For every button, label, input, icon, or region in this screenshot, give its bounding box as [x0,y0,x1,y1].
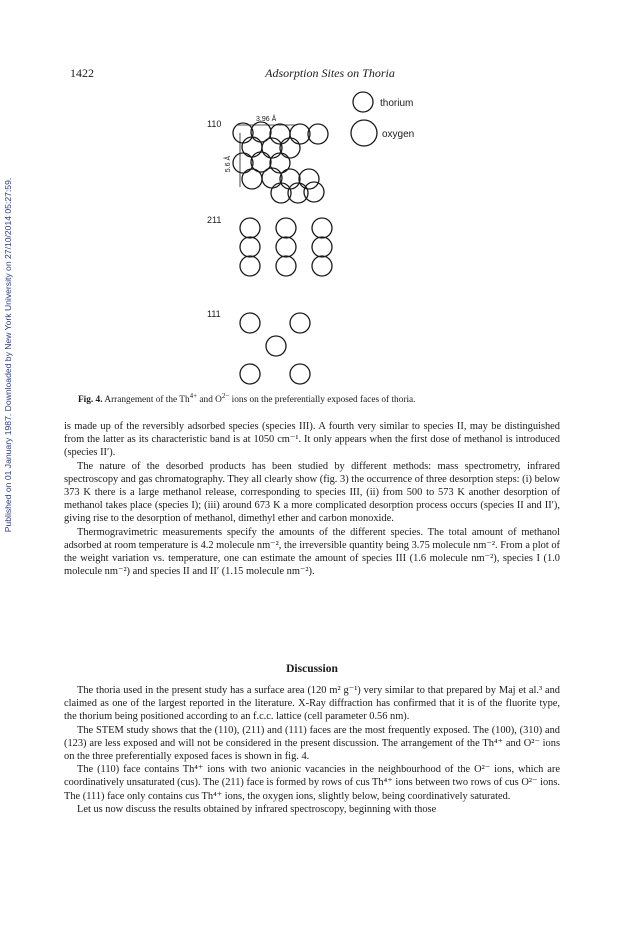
paragraph: Let us now discuss the results obtained by infrared spectroscopy, beginning with those [77,803,437,815]
running-head: Adsorption Sites on Thoria [265,66,395,80]
page-number: 1422 [70,66,94,80]
thorium-legend-icon [353,92,373,112]
lattice-diagram [60,85,580,390]
legend-thorium-label: thorium [380,98,414,109]
section-heading: Discussion [286,663,338,675]
dim-vertical-label: 5.6 Å [225,155,232,173]
caption-text-a: Arrangement of the Th [104,395,190,405]
face-211-lattice [240,218,332,276]
paragraph: The nature of the desorbed products has been studied by different methods: mass spectrometry, infrared spectroscopy and gas chromatography. They all clearly show (fig. 3) the occurrence of three desorption steps: (i) below 373 K there is a large methanol release, corresponding to species III, (ii) from 500 to 573 K another desorption of methanol takes place (species I); (iii) around 673 K a more complicated desorption process occurs (species II and II′), giving rise to the desorption of methanol, dimethyl ether and carbon monoxide. [64,460,560,525]
caption-text-c: ions on the preferentially exposed faces of thoria. [229,395,416,405]
face-label-111: 111 [207,309,221,319]
face-111-lattice [240,313,310,384]
caption-text-b: and O [197,395,222,405]
figure-caption [78,391,568,405]
caption-label: Fig. 4. [78,395,103,405]
sidebar-note-text: Published on 01 January 1987. Downloaded by New York University on 27/10/2014 05:27:59. [3,177,13,533]
body-text-upper [64,420,560,578]
paragraph: Thermogravimetric measurements specify the amounts of the different species. The total amount of methanol adsorbed at room temperature is 4.2 molecule nm⁻², the irreversible quantity being 3.75 molecule nm⁻². From a plot of the weight variation vs. temperature, one can estimate the amount of species III (1.6 molecule nm⁻²), species I (1.0 molecule nm⁻²) and species II and II′ (1.15 molecule nm⁻²). [64,526,560,578]
face-label-110: 110 [207,119,222,129]
legend-oxygen-label: oxygen [382,129,415,140]
paragraph: The STEM study shows that the (110), (211) and (111) faces are the most frequently exposed. The (100), (310) and (123) are less exposed and will not be considered in the present discussion. The arrangement of the Th⁴⁺ and O²⁻ ions on the three preferentially exposed faces is shown in fig. 4. [64,724,560,763]
figure-4 [60,85,580,390]
face-110-lattice [233,122,328,203]
paragraph: The thoria used in the present study has a surface area (120 m² g⁻¹) very similar to that prepared by Maj et al.³ and claimed as one of the largest reported in the literature. X-Ray diffraction has confirmed that it is of the fluorite type, the thorium being positioned according to an f.c.c. lattice (cell parameter 0.56 nm). [64,685,560,723]
download-sidebar-note [2,120,14,590]
face-label-211: 211 [207,215,222,225]
caption-sup-a: 4+ [189,391,198,400]
oxygen-legend-icon [351,120,377,146]
dim-horizontal-label: 3.96 Å [256,116,277,123]
paragraph: is made up of the reversibly adsorbed species (species III). A fourth very similar to species II, may be distinguished from the latter as its characteristic band is at 1050 cm⁻¹. It only appears when the first dose of methanol is introduced (species II′). [64,421,560,459]
paragraph: The (110) face contains Th⁴⁺ ions with two anionic vacancies in the neighbourhood of the O²⁻ ions, which are coordinatively unsaturated (cus). The (211) face is formed by rows of cus Th⁴⁺ ions between two rows of cus O²⁻ ions. The (111) face only contains cus Th⁴⁺ ions, the oxygen ions, slightly below, being coordinatively saturated. [64,764,560,802]
caption-sup-b: 2− [221,391,230,400]
body-text-discussion [64,684,560,816]
